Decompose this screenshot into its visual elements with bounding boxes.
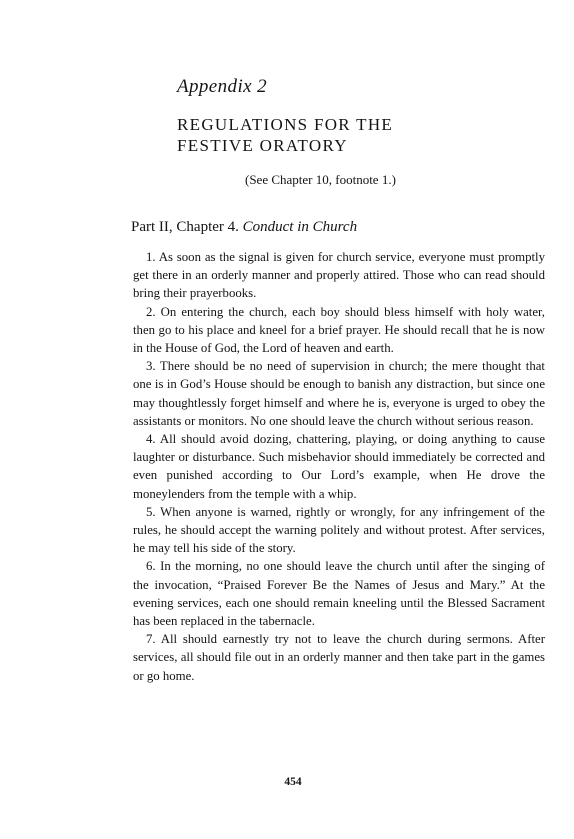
rule-paragraph-4: 4. All should avoid dozing, chattering, playing, or doing anything to cause laughter or disturbance. Such misbehavior should immediately be corrected and even punished according to Our Lord’s example, when He drove the moneylenders from the temple with a whip. — [133, 432, 545, 501]
title-line-1: REGULATIONS FOR THE — [177, 115, 394, 134]
rule-paragraph-1: 1. As soon as the signal is given for church service, everyone must promptly get there in an orderly manner and properly attired. Those who can read should bring their prayerbooks. — [133, 250, 545, 301]
rule-paragraph-7: 7. All should earnestly try not to leave the church during sermons. After services, all should file out in an orderly manner and then take part in the games or go home. — [133, 632, 545, 683]
appendix-label: Appendix 2 — [177, 76, 268, 97]
page-number: 454 — [284, 776, 302, 788]
rule-paragraph-5: 5. When anyone is warned, rightly or wrongly, for any infringement of the rules, he should accept the warning politely and without protest. After services, he may tell his side of the story. — [133, 504, 545, 556]
body-text — [133, 248, 545, 685]
section-part-label: Part II, Chapter 4. — [131, 219, 239, 235]
page-title — [177, 114, 393, 156]
section-title: Conduct in Church — [242, 219, 358, 235]
chapter-reference-note: (See Chapter 10, footnote 1.) — [245, 172, 396, 187]
title-line-2: FESTIVE ORATORY — [177, 136, 348, 155]
rule-paragraph-3: 3. There should be no need of supervision in church; the mere thought that one is in God’s House should be enough to banish any distraction, but since one may thoughtlessly forget himself and where he is, everyone is urged to obey the assistants or monitors. No one should leave the church without serious reason. — [133, 359, 545, 428]
section-heading — [131, 219, 357, 236]
rule-paragraph-2: 2. On entering the church, each boy should bless himself with holy water, then go to his place and kneel for a brief prayer. He should recall that he is now in the House of God, the Lord of heaven and earth. — [133, 304, 545, 356]
rule-paragraph-6: 6. In the morning, no one should leave the church until after the singing of the invocation, “Praised Forever Be the Names of Jesus and Mary.” At the evening services, each one should remain kneeling until the Blessed Sacrament has been replaced in the tabernacle. — [133, 559, 545, 629]
